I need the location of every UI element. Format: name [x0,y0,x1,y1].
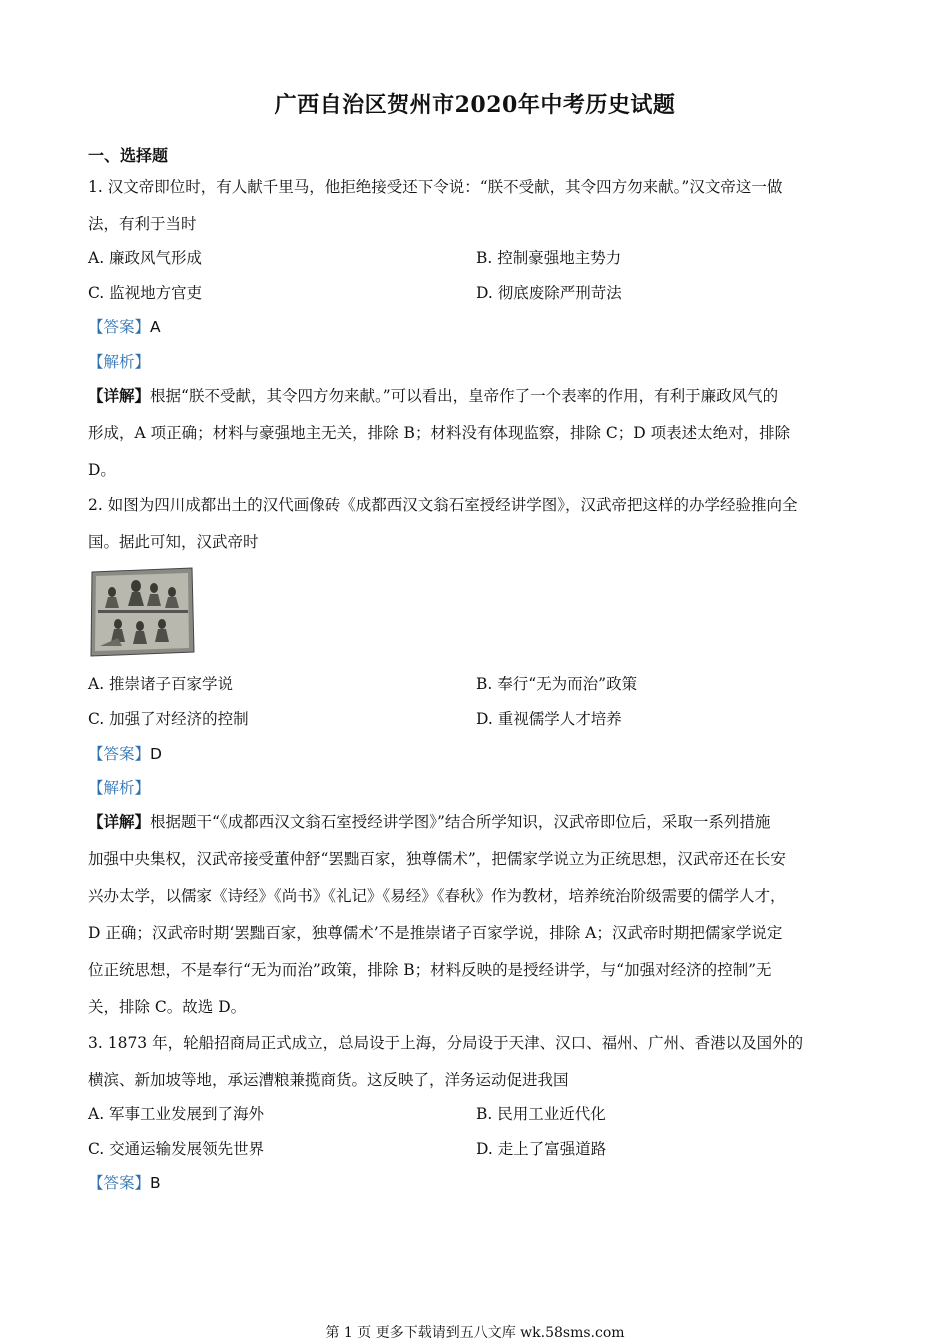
han-brick-relief-image [88,566,196,658]
q3-stem-line1: 3. 1873 年，轮船招商局正式成立，总局设于上海，分局设于天津、汉口、福州、广州、香港以及国外的 [88,1034,804,1052]
analysis-tag: 【解析】 [88,779,151,797]
analysis-tag: 【解析】 [88,353,151,371]
answer-value: D [150,745,162,763]
q1-detail-line2: 形成，A 项正确；材料与豪强地主无关，排除 B；材料没有体现监察，排除 C；D 项表述太绝对，排除 [88,424,791,442]
q2-detail-line4: D 正确；汉武帝时期‘罢黜百家，独尊儒术’不是推崇诸子百家学说，排除 A；汉武帝时期把儒家学说定 [88,924,783,942]
q1-option-d: D. 彻底废除严刑苛法 [476,284,622,302]
q2-detail-line1 [88,811,878,833]
detail-tag: 【详解】 [88,386,151,405]
answer-value: A [150,318,161,336]
answer-tag: 【答案】 [88,318,151,336]
q2-option-c: C. 加强了对经济的控制 [88,710,249,728]
detail-text: 根据题干“《成都西汉文翁石室授经讲学图》”结合所学知识，汉武帝即位后，采取一系列措施 [150,813,771,831]
q2-detail-line3: 兴办太学，以儒家《诗经》《尚书》《礼记》《易经》《春秋》作为教材，培养统治阶级需要的儒学人才， [88,887,786,905]
answer-tag: 【答案】 [88,745,151,763]
q2-detail-line6: 关，排除 C。故选 D。 [88,998,247,1016]
q2-detail-line2: 加强中央集权，汉武帝接受董仲舒“罢黜百家，独尊儒术”，把儒家学说立为正统思想，汉武帝还在长安 [88,850,786,868]
q1-answer [88,316,878,338]
q1-analysis-tag [88,351,878,373]
q2-stem-line1: 2. 如图为四川成都出土的汉代画像砖《成都西汉文翁石室授经讲学图》，汉武帝把这样的办学经验推向全 [88,496,798,514]
q1-stem-line2: 法，有利于当时 [88,215,197,233]
q3-option-b: B. 民用工业近代化 [476,1105,606,1123]
page-footer: 第 1 页 更多下载请到五八文库 wk.58sms.com [325,1325,625,1341]
answer-value: B [150,1174,161,1192]
q3-option-c: C. 交通运输发展领先世界 [88,1140,265,1158]
q1-option-a: A. 廉政风气形成 [88,249,203,267]
q1-stem-line1: 1. 汉文帝即位时，有人献千里马，他拒绝接受还下令说：“朕不受献，其令四方勿来献。”汉文帝这一做 [88,178,783,196]
q2-option-b: B. 奉行“无为而治”政策 [476,675,638,693]
q3-stem-line2: 横滨、新加坡等地，承运漕粮兼揽商货。这反映了，洋务运动促进我国 [88,1071,569,1089]
detail-tag: 【详解】 [88,812,151,831]
q2-stem-line2: 国。据此可知，汉武帝时 [88,533,259,551]
q2-answer [88,743,878,765]
q3-answer [88,1172,878,1194]
q1-option-c: C. 监视地方官吏 [88,284,203,302]
detail-text: 根据“朕不受献，其令四方勿来献。”可以看出，皇帝作了一个表率的作用，有利于廉政风气的 [150,387,779,405]
q2-analysis-tag [88,777,878,799]
q2-option-d: D. 重视儒学人才培养 [476,710,622,728]
q3-option-a: A. 军事工业发展到了海外 [88,1105,265,1123]
q2-option-a: A. 推崇诸子百家学说 [88,675,234,693]
answer-tag: 【答案】 [88,1174,151,1192]
q1-option-b: B. 控制豪强地主势力 [476,249,622,267]
q1-detail-line1 [88,385,878,407]
q2-detail-line5: 位正统思想，不是奉行“无为而治”政策，排除 B；材料反映的是授经讲学，与“加强对经济的控制”无 [88,961,772,979]
page-title: 广西自治区贺州市2020年中考历史试题 [274,92,676,118]
section-heading: 一、选择题 [88,146,169,165]
q1-detail-line3: D。 [88,461,116,479]
q3-option-d: D. 走上了富强道路 [476,1140,607,1158]
